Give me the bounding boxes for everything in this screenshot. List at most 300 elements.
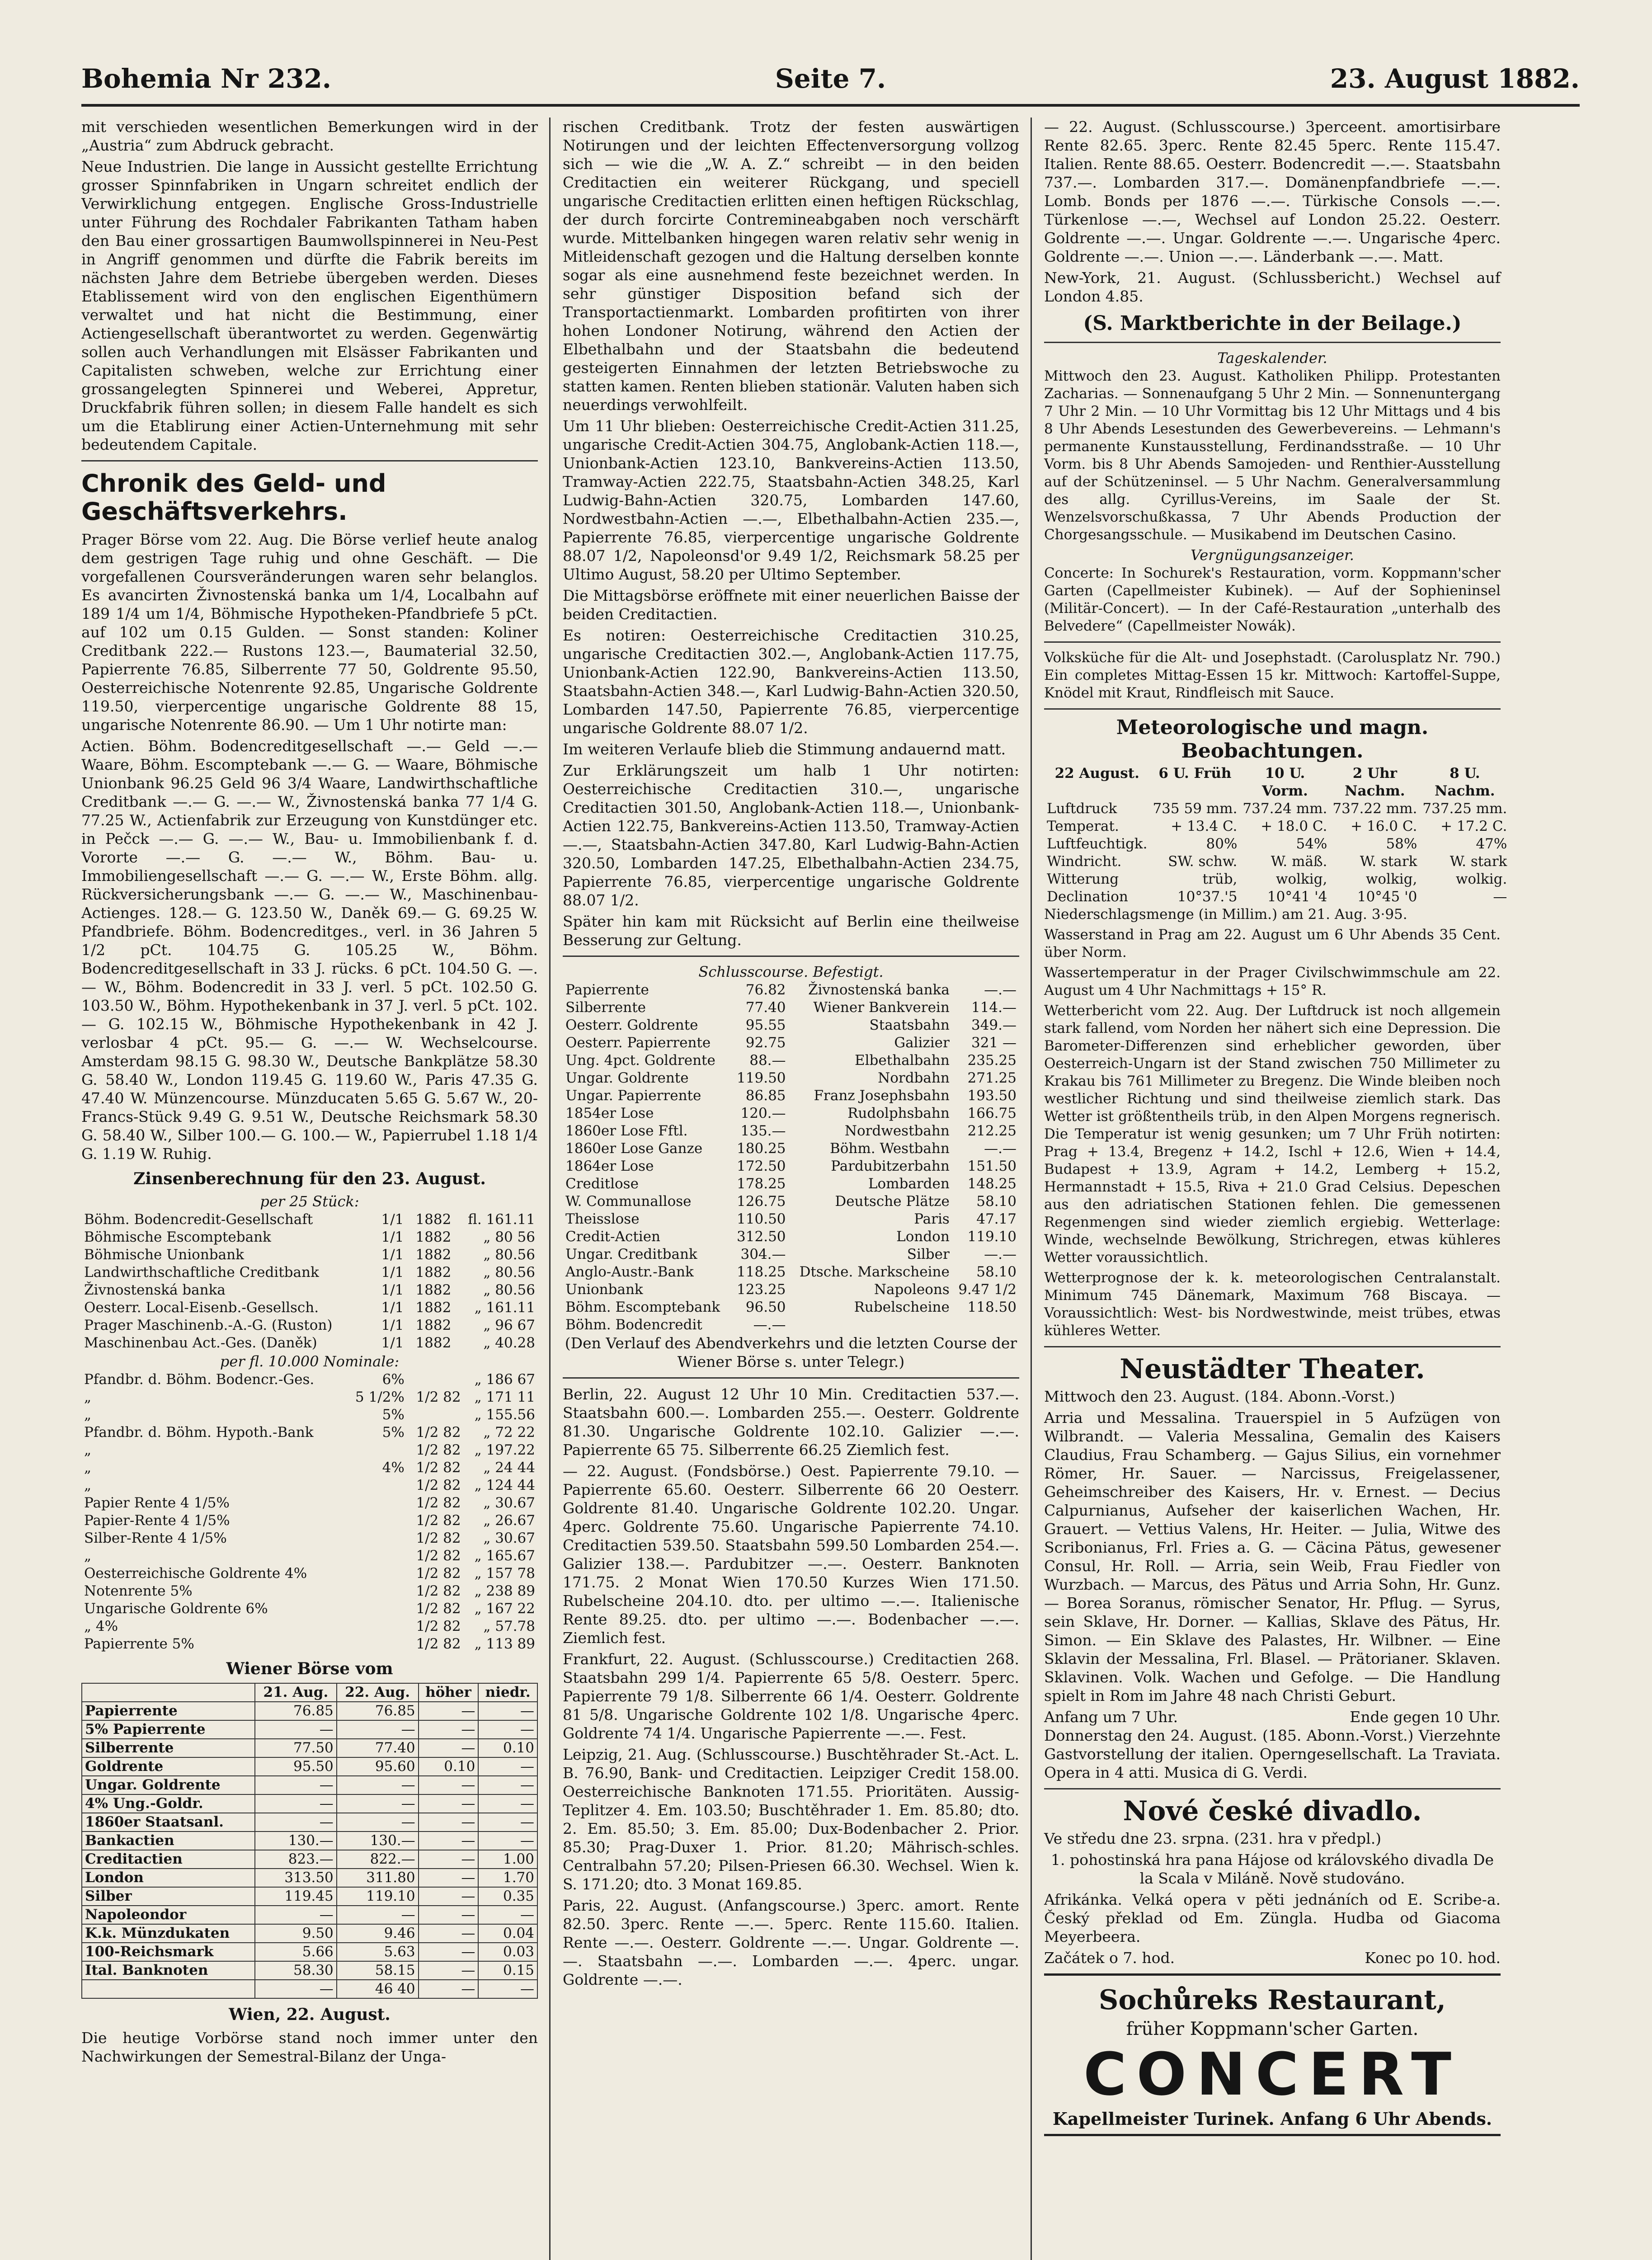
table-cell: 737.24 mm.: [1243, 800, 1327, 817]
table-cell: Pardubitzerbahn: [831, 1158, 950, 1174]
table-cell: 95.50: [255, 1757, 337, 1776]
table-cell: Creditactien: [82, 1850, 255, 1869]
vergnuegungen-title: Vergnügungsanzeiger.: [1191, 546, 1354, 564]
table-row: [82, 1943, 537, 1961]
tageskalender-text: Mittwoch den 23. August. Katholiken Philipp. Protestanten Zacharias. — Sonnenaufgang 5 Uhr 2 Min. — Sonnenuntergang 7 Uhr 2 Min. — 10 Uhr Vormittag bis 12 Uhr Mittags und 4 bis 8 Uhr Abends Lesestunden des Gewerbevereins. — Lehmann's permanente Kunstausstellung, Ferdinandsstraße. — 10 Uhr Vorm. bis 8 Uhr Abends Samojeden- und Renthier-Ausstellung auf der Schützeninsel. — 5 Uhr Nachm. Generalversammlung des allg. Cyrillus-Vereins, im Saale der St. Wenzelsvorschußkassa, 7 Uhr Abends Production der Chorgesangsschule. — Musikabend im Deutschen Casino.: [1044, 368, 1501, 543]
table-cell: „: [84, 1407, 92, 1423]
table-cell: Notenrente 5%: [84, 1583, 193, 1599]
market-paragraph: Um 11 Uhr blieben: Oesterreichische Credit-Actien 311.25, ungarische Credit-Actien 304.75, Anglobank-Actien 118.—, Unionbank-Actien 123.10, Bankvereins-Actien 113.50, Tramway-Actien 222.75, Staatsbahn-Actien 348.25, Karl Ludwig-Bahn-Actien 320.75, Lombarden 147.60, Nordwestbahn-Actien —.—, Elbethalbahn-Actien 235.—, Papierrente 76.85, vierpercentige ungarische Goldrente 88.07 1/2, Napoleonsd'or 9.49 1/2, Reichsmark 58.25 per Ultimo August, 58.20 per Ultimo September.: [563, 417, 1019, 583]
theatre-title: Neustädter Theater.: [1120, 1353, 1425, 1385]
nove-opera: Afrikánka. Velká opera v pěti jednáních od E. Scribe-a. Český překlad od Em. Züngla. Hudba od Giacoma Meyerbeera.: [1044, 1891, 1501, 1945]
table-cell: „ 4%: [84, 1618, 118, 1634]
table-row: [81, 1582, 538, 1600]
table-cell: —: [255, 1794, 337, 1813]
table-row: [563, 1069, 1019, 1087]
table-cell: Galizier: [894, 1035, 950, 1051]
table-cell: —: [419, 1739, 479, 1757]
table-cell: —: [419, 1776, 479, 1794]
table-cell: 321 —: [971, 1035, 1017, 1051]
header-rule: [81, 104, 1580, 107]
table-cell: —: [419, 1702, 479, 1720]
table-cell: —: [478, 1702, 537, 1720]
table-cell: —: [419, 1924, 479, 1943]
table-cell: trüb,: [1202, 871, 1238, 887]
table-cell: 118.25: [737, 1264, 786, 1280]
berlin-paragraph: — 22. August. (Fondsbörse.) Oest. Papierrente 79.10. — Papierrente 65.60. Oesterr. Silberrente 66 20 Oesterr. Goldrente 81.40. Ungarische Goldrente 102.20. Ungar. 4perc. Goldrente 75.60. Ungarische Papierrente 74.10. Creditactien 539.50. Staatsbahn 599.50 Lombarden 254.—. Galizier 138.—. Pardubitzer —.—. Oesterr. Banknoten 171.75. 2 Monat Wien 170.50 Kurzes Wien 171.50. Rubelscheine 204.10. dto. per ultimo —.—. Italienische Rente 89.25. dto. per ultimo —.—. Bodenbacher —.—. Ziemlich fest.: [563, 1462, 1019, 1647]
table-cell: —: [255, 1776, 337, 1794]
table-cell: Napoleons: [874, 1281, 950, 1298]
table-cell: Lombarden: [868, 1176, 950, 1192]
table-cell: —: [419, 1832, 479, 1850]
table-row: [563, 1087, 1019, 1105]
table-cell: —: [478, 1980, 537, 1998]
table-cell: Böhm. Bodencredit: [565, 1317, 702, 1333]
table-cell: [346, 1600, 407, 1618]
table-cell: 10°37.'5: [1177, 889, 1238, 905]
table-row: [563, 1052, 1019, 1069]
table-row: [81, 1441, 538, 1459]
section-rule: [1044, 1788, 1501, 1789]
table-cell: „ 197.22: [474, 1442, 535, 1458]
table-cell: —: [419, 1813, 479, 1832]
table-cell: —: [478, 1776, 537, 1794]
table-cell: 1/1: [381, 1264, 404, 1281]
table-cell: Temperat.: [1047, 818, 1119, 834]
table-cell: + 13.4 C.: [1171, 818, 1238, 834]
table-cell: 180.25: [737, 1140, 786, 1157]
table-cell: 76.85: [337, 1702, 419, 1720]
table-cell: + 17.2 C.: [1440, 818, 1507, 834]
table-cell: 80%: [1206, 836, 1238, 852]
table-row: [81, 1618, 538, 1635]
table-cell: 1/2 82: [416, 1495, 461, 1511]
table-row: [81, 1459, 538, 1477]
table-cell: —: [337, 1813, 419, 1832]
table-cell: 58%: [1386, 836, 1417, 852]
table-cell: „ 26.67: [483, 1512, 535, 1529]
table-cell: —: [255, 1720, 337, 1739]
table-cell: Deutsche Plätze: [835, 1193, 950, 1210]
nove-guest: 1. pohostinská hra pana Hájose od královského divadla De la Scala v Miláně. Nově studováno.: [1051, 1851, 1494, 1887]
table-cell: 77.40: [337, 1739, 419, 1757]
column-2: [563, 118, 1019, 2260]
table-cell: 1/1: [381, 1317, 404, 1333]
table-cell: „ 96 67: [483, 1317, 535, 1333]
table-cell: 1/2 82: [416, 1636, 461, 1652]
column-header: 22. Aug.: [337, 1683, 419, 1702]
table-cell: —.—: [753, 1317, 786, 1333]
table-cell: Oesterr. Papierrente: [565, 1035, 711, 1051]
table-cell: Papier-Rente 4 1/5%: [84, 1512, 230, 1529]
column-3: [1044, 118, 1507, 2260]
table-cell: 1/1: [381, 1229, 404, 1245]
table-cell: 76.82: [745, 982, 786, 998]
table-cell: „ 80.56: [483, 1282, 535, 1298]
table-cell: Pfandbr. d. Böhm. Bodencr.-Ges.: [84, 1371, 315, 1388]
table-cell: „ 165.67: [474, 1548, 535, 1564]
theatre-date: Mittwoch den 23. August. (184. Abonn.-Vorst.): [1044, 1388, 1395, 1405]
table-cell: 1.70: [478, 1869, 537, 1887]
table-cell: 5%: [382, 1424, 405, 1441]
table-cell: „ 72 22: [483, 1424, 535, 1441]
table-cell: Nordbahn: [878, 1070, 950, 1086]
table-cell: K.k. Münzdukaten: [82, 1924, 255, 1943]
table-row: [563, 1175, 1019, 1193]
theatre-start: Anfang um 7 Uhr.: [1044, 1708, 1178, 1726]
table-cell: Maschinenbau Act.-Ges. (Daněk): [84, 1335, 317, 1351]
table-row: [563, 1122, 1019, 1140]
table-cell: Böhm. Bodencredit-Gesellschaft: [84, 1211, 313, 1228]
table-cell: 10°41 '4: [1267, 889, 1327, 905]
table-cell: 0.10: [478, 1739, 537, 1757]
table-cell: Papierrente: [82, 1702, 255, 1720]
table-cell: 1882: [415, 1229, 452, 1245]
table-cell: 119.10: [967, 1229, 1017, 1245]
table-cell: 1/1: [381, 1335, 404, 1351]
berlin-paragraph: Berlin, 22. August 12 Uhr 10 Min. Creditactien 537.—. Staatsbahn 600.—. Lombarden 255.—. Oesterr. Goldrente 81.30. Ungarische Goldrente 102.10. Galizier —.—. Papierrente 65 75. Silberrente 66.25 Ziemlich fest.: [563, 1385, 1019, 1459]
table-cell: [346, 1494, 407, 1512]
table-row: [81, 1424, 538, 1441]
table-cell: 1/2 82: [416, 1512, 461, 1529]
table-cell: Dtsche. Markscheine: [799, 1264, 950, 1280]
market-paragraph: Im weiteren Verlaufe blieb die Stimmung andauernd matt.: [563, 740, 1006, 758]
table-cell: —: [478, 1757, 537, 1776]
restaurant-ad: [1044, 1973, 1501, 2136]
wien-title: Wien, 22. August.: [229, 2005, 391, 2024]
wien-paragraph: Die heutige Vorbörse stand noch immer unter den Nachwirkungen der Semestral-Bilanz der Unga-: [81, 2029, 538, 2065]
table-cell: 119.50: [737, 1070, 786, 1086]
table-row: [81, 1635, 538, 1653]
table-cell: [82, 1980, 255, 1998]
leipzig-paragraph: Leipzig, 21. Aug. (Schlusscourse.) Buschtěhrader St.-Act. L. B. 76.90, Bank- und Creditactien. Leipziger Credit 158.00. Oesterreichische Banknoten 171.55. Prioritäten. Aussig-Teplitzer 4. Em. 103.50; Buschtěhrader 1. Em. 85.80; dto. 2. Em. 85.50; 3. Em. 85.00; Dux-Bodenbacher 2. Prior. 85.30; Prag-Duxer 1. Prior. 81.20; Mährisch-schles. Centralbahn 57.20; Pilsen-Priesen 66.30. Wechsel. Wien k. S. 171.20; dto. 3 Monat 169.85.: [563, 1746, 1019, 1893]
table-cell: —: [419, 1961, 479, 1980]
table-row: [563, 1246, 1019, 1263]
table-cell: wolkig,: [1275, 871, 1327, 887]
table-cell: 1854er Lose: [565, 1105, 654, 1121]
table-cell: 130.—: [255, 1832, 337, 1850]
table-cell: 118.50: [967, 1299, 1017, 1315]
table-cell: fl. 161.11: [468, 1211, 535, 1228]
table-cell: 0.10: [419, 1757, 479, 1776]
table-cell: 100-Reichsmark: [82, 1943, 255, 1961]
table-cell: 166.75: [967, 1105, 1017, 1121]
column-header: 21. Aug.: [255, 1683, 337, 1702]
table-row: [82, 1906, 537, 1924]
table-cell: „: [84, 1389, 92, 1405]
table-cell: 193.50: [967, 1088, 1017, 1104]
table-cell: 0.35: [478, 1887, 537, 1906]
table-cell: 1/1: [381, 1211, 404, 1228]
table-row: [81, 1389, 538, 1406]
table-cell: —: [478, 1720, 537, 1739]
table-row: [81, 1317, 538, 1334]
table-cell: Wiener Bankverein: [813, 999, 950, 1016]
table-cell: 86.85: [745, 1088, 786, 1104]
table-cell: [407, 1371, 464, 1389]
table-cell: 1882: [415, 1247, 452, 1263]
table-row: [1044, 853, 1510, 871]
table-row: [563, 1210, 1019, 1228]
table-row: [82, 1850, 537, 1869]
table-cell: —: [255, 1906, 337, 1924]
table-cell: Ungar. Creditbank: [565, 1246, 697, 1262]
table-row: [82, 1924, 537, 1943]
nove-times: [1044, 1949, 1501, 1967]
table-row: [82, 1739, 537, 1757]
table-cell: 77.50: [255, 1739, 337, 1757]
table-cell: 95.55: [745, 1017, 786, 1033]
table-row: [82, 1869, 537, 1887]
theatre-times: [1044, 1708, 1501, 1726]
table-cell: [346, 1477, 407, 1494]
table-cell: —: [337, 1776, 419, 1794]
table-cell: [952, 1316, 1019, 1334]
table-cell: —: [255, 1813, 337, 1832]
chronik-title: Chronik des Geld- und Geschäftsverkehrs.: [81, 469, 386, 526]
table-cell: 110.50: [737, 1211, 786, 1227]
table-cell: —: [478, 1906, 537, 1924]
table-cell: —.—: [984, 982, 1017, 998]
section-rule: [563, 956, 1019, 957]
table-cell: W. stark: [1450, 853, 1507, 870]
weather-forecast: Wetterprognose der k. k. meteorologischen Centralanstalt. Minimum 745 Dänemark, Maximum 768 Biscaya. — Voraussichtlich: West- bis Nordwestwinde, meist trübes, etwas kühleres Wetter.: [1044, 1270, 1501, 1339]
table-row: [563, 1316, 1019, 1334]
table-row: [81, 1334, 538, 1352]
column-header: 10 U. Vorm.: [1262, 765, 1308, 799]
table-cell: 735 59 mm.: [1153, 800, 1238, 817]
table-cell: 1/2 82: [416, 1460, 461, 1476]
table-row: [1044, 871, 1510, 888]
industries-paragraph: Neue Industrien. Die lange in Aussicht gestellte Errichtung grosser Spinnfabriken in Ungarn schreitet endlich der Verwirklichung entgegen. Englische Gross-Industrielle unter Führung des Rochdaler Fabrikanten Tatham haben den Bau einer grossartigen Baumwollspinnerei in Neu-Pest in Angriff genommen und dürfte die Fabrik bereits im nächsten Jahre dem Betriebe übergeben werden. Dieses Etablissement wird von den englischen Eigenthümern verwaltet und hat nicht die Bestimmung, einer Actiengesellschaft überantwortet zu werden. Gegenwärtig sollen auch Verhandlungen mit Elsässer Fabrikanten und Capitalisten schweben, welche zur Errichtung einer grossangelegten Spinnerei und Weberei, Appretur, Druckfabrik führen sollen; in diesem Falle handelt es sich um die Etablirung einer Actien-Unternehmung mit sehr bedeutendem Capitale.: [81, 158, 538, 453]
table-cell: + 18.0 C.: [1261, 818, 1327, 834]
table-cell: 1.00: [478, 1850, 537, 1869]
section-rule: [1044, 1346, 1501, 1347]
table-cell: Unionbank: [565, 1281, 643, 1298]
table-cell: 1882: [415, 1282, 452, 1298]
zinsen-subtitle: per 25 Stück:: [260, 1193, 359, 1210]
table-cell: Papier Rente 4 1/5%: [84, 1495, 230, 1511]
table-cell: Ungarische Goldrente 6%: [84, 1601, 268, 1617]
table-row: [1044, 888, 1510, 906]
table-row: [81, 1477, 538, 1494]
table-row: [82, 1702, 537, 1720]
column-1: [81, 118, 538, 2260]
table-cell: —.—: [984, 1246, 1017, 1262]
table-cell: W. Communallose: [565, 1193, 692, 1210]
table-cell: 737.22 mm.: [1332, 800, 1417, 817]
table-cell: Silberrente: [565, 999, 646, 1016]
table-cell: 349.—: [971, 1017, 1017, 1033]
table-cell: „ 186 67: [474, 1371, 535, 1388]
table-cell: [346, 1618, 407, 1635]
table-row: [1044, 835, 1510, 853]
market-paragraph: rischen Creditbank. Trotz der festen auswärtigen Notirungen und der leichten Effectenversorgung vollzog sich — wie die „W. A. Z.“ schreibt — in den beiden Creditactien ein weiterer Rückgang, und speciell ungarische Creditactien erlitten einen heftigen Rückschlag, der durch forcirte Contremineabgaben noch verschärft wurde. Mittelbanken hingegen waren relativ sehr wenig in Mitleidenschaft gezogen und die Haltung derselben konnte sogar als eine ausnehmend feste bezeichnet werden. In sehr günstiger Disposition befand sich der Transportactienmarkt. Lombarden profitirten von ihrer hohen Londoner Notirung, während den Actien der Elbethalbahn und der Staatsbahn die bedeutend gesteigerten Einnahmen der letzten Betriebswoche zu statten kamen. Renten blieben stationär. Valuten haben sich neuerdings verwohlfeilt.: [563, 118, 1019, 414]
table-cell: [407, 1406, 464, 1424]
table-row: [82, 1887, 537, 1906]
table-cell: Silber: [82, 1887, 255, 1906]
table-cell: Papierrente: [565, 982, 649, 998]
table-cell: 178.25: [737, 1176, 786, 1192]
table-cell: 9.47 1/2: [958, 1281, 1017, 1298]
table-cell: „ 113 89: [474, 1636, 535, 1652]
table-row: [81, 1229, 538, 1246]
table-cell: —: [419, 1906, 479, 1924]
table-cell: 151.50: [967, 1158, 1017, 1174]
table-cell: 58.10: [976, 1193, 1017, 1210]
nove-start: Začátek o 7. hod.: [1044, 1949, 1175, 1967]
table-cell: SW. schw.: [1168, 853, 1238, 870]
table-cell: London: [896, 1229, 950, 1245]
table-row: [81, 1512, 538, 1530]
table-cell: Böhm. Westbahn: [829, 1140, 950, 1157]
page-header: [81, 54, 1580, 104]
table-cell: + 16.0 C.: [1351, 818, 1417, 834]
schlusscourse-note: (Den Verlauf des Abendverkehrs und die letzten Course der Wiener Börse s. unter Telegr.): [565, 1334, 1017, 1370]
table-cell: —: [255, 1980, 337, 1998]
table-cell: —: [478, 1813, 537, 1832]
table-cell: 1882: [415, 1211, 452, 1228]
column-divider: [549, 118, 551, 2260]
table-cell: Bankactien: [82, 1832, 255, 1850]
table-cell: Böhmische Escomptebank: [84, 1229, 271, 1245]
table-row: [82, 1794, 537, 1813]
table-cell: Windricht.: [1047, 853, 1122, 870]
table-cell: [346, 1547, 407, 1565]
wiener-boerse-title: Wiener Börse vom: [226, 1659, 393, 1678]
table-cell: [346, 1530, 407, 1547]
table-row: [563, 1263, 1019, 1281]
concert-banner: CONCERT: [1083, 2040, 1461, 2109]
zinsen-title: Zinsenberechnung für den 23. August.: [133, 1169, 486, 1188]
market-paragraph: Die Mittagsbörse eröffnete mit einer neuerlichen Baisse der beiden Creditactien.: [563, 587, 1019, 623]
table-cell: Paris: [914, 1211, 950, 1227]
table-cell: 5.66: [255, 1943, 337, 1961]
table-cell: Silber-Rente 4 1/5%: [84, 1530, 227, 1546]
table-cell: Declination: [1047, 889, 1128, 905]
table-row: [82, 1980, 537, 1998]
newspaper-issue: Bohemia Nr 232.: [81, 63, 331, 94]
table-cell: 1/2 82: [416, 1424, 461, 1441]
table-row: [563, 1105, 1019, 1122]
table-cell: 10°45 '0: [1357, 889, 1417, 905]
table-row: [81, 1406, 538, 1424]
table-cell: 1882: [415, 1335, 452, 1351]
table-cell: 1/1: [381, 1300, 404, 1316]
table-row: [563, 999, 1019, 1017]
chronik-paragraph: Actien. Böhm. Bodencreditgesellschaft —.— Geld —.— Waare, Böhm. Escomptebank —.— G. — Waare, Böhmische Unionbank 96.25 Geld 96 3/4 Waare, Landwirthschaftliche Creditbank —.— G. —.— W., Živnostenská banka 77 1/4 G. 77.25 W., Actienfabrik zur Erzeugung von Kunstdünger etc. in Pečck —.— G. —.— W., Bau- u. Immobilienbank f. d. Vororte —.— G. —.— W., Böhm. Bau- u. Immobiliengesellschaft —.— G. —.— W., Erste Böhm. allg. Rückversicherungsbank —.— G. —.— W., Maschinenbau-Actienges. 128.— G. 123.50 W., Daněk 69.— G. 69.25 W. Pfandbriefe. Böhm. Bodencreditges., verl. in 36 Jahren 5 1/2 pCt. 104.75 G. 105.25 W., Böhm. Bodencreditgesellschaft in 33 J. rücks. 6 pCt. 104.50 G. —.— W., Böhm. Bodencredit in 33 J. verl. 5 pCt. 102.50 G. 103.50 W., Böhm. Hypothekenbank in 37 J. verl. 5 pCt. 102.— G. 102.15 W., Böhmische Hypothekenbank in 42 J. verlosbar 4 pCt. 95.— G. —.— W. Wechselcourse. Amsterdam 98.15 G. 98.30 W., Deutsche Bankplätze 58.30 G. 58.40 W., London 119.45 G. 119.60 W., Paris 47.35 G. 47.40 W. Münzencourse. Münzducaten 5.65 G. 5.67 W., 20-Francs-Stück 9.49 G. 9.51 W., Deutsche Reichsmark 58.30 G. 58.40 W., Silber 100.— G. 100.— W., Papierrubel 1.18 1/4 G. 1.19 W. Ruhig.: [81, 737, 538, 1163]
table-cell: 5 1/2%: [355, 1389, 405, 1405]
frankfurt-paragraph: Frankfurt, 22. August. (Schlusscourse.) Creditactien 268. Staatsbahn 299 1/4. Papierrente 65 5/8. Oesterr. 5perc. Papierrente 79 1/8. Silberrente 66 1/4. Oesterr. Goldrente 81 5/8. Ungarische Goldrente 102 1/8. Ungarische 4perc. Goldrente 74 1/4. Ungarische Papierrente —.—. Fest.: [563, 1650, 1019, 1742]
table-row: [81, 1547, 538, 1565]
table-cell: 1864er Lose: [565, 1158, 654, 1174]
table-cell: [346, 1635, 407, 1653]
table-cell: 130.—: [337, 1832, 419, 1850]
section-rule: [1044, 342, 1501, 343]
table-cell: 95.60: [337, 1757, 419, 1776]
column-header: [82, 1683, 255, 1702]
table-cell: —: [337, 1794, 419, 1813]
table-cell: „ 30.67: [483, 1530, 535, 1546]
table-cell: „: [84, 1442, 92, 1458]
table-cell: 54%: [1296, 836, 1327, 852]
table-cell: [346, 1565, 407, 1582]
table-cell: 76.85: [255, 1702, 337, 1720]
table-cell: 0.03: [478, 1943, 537, 1961]
market-paragraph: Später hin kam mit Rücksicht auf Berlin eine theilweise Besserung zur Geltung.: [563, 913, 1019, 949]
table-cell: Prager Maschinenb.-A.-G. (Ruston): [84, 1317, 333, 1333]
table-cell: 1/2 82: [416, 1601, 461, 1617]
meteorology-note: Niederschlagsmenge (in Millim.) am 21. Aug. 3·95.: [1044, 906, 1407, 923]
table-cell: 6%: [382, 1371, 405, 1388]
table-cell: Živnostenská banka: [808, 982, 950, 998]
meteorology-title: Meteorologische und magn. Beobachtungen.: [1116, 716, 1429, 763]
table-cell: wolkig,: [1365, 871, 1417, 887]
weather-report: Wetterbericht vom 22. Aug. Der Luftdruck ist noch allgemein stark fallend, vom Norden her nähert sich eine Depression. Die Barometer-Differenzen sind erheblicher geworden, über Oesterreich-Ungarn ist der Stand zwischen 750 Millimeter zu Krakau bis 761 Millimeter zu Bregenz. Die Winde bleiben noch westlicher Richtung und sind theilweise ziemlich stark. Das Wetter ist größtentheils trüb, in den Alpen Morgens regnerisch. Die Temperatur ist wenig gesunken; um 7 Uhr Früh notirten: Prag + 13.4, Bregenz + 14.2, Ischl + 12.6, Wien + 14.4, Budapest + 13.9, Agram + 14.2, Lemberg + 15.2, Hermannstadt + 15.5, Riva + 21.0 Grad Celsius. Depeschen aus den adriatischen Stationen fehlen. Die gemessenen Regenmengen sind wieder ziemlich ergiebig. Wetterlage: Winde, wechselnde Bewölkung, Strichregen, etwas kühleres Wetter voraussichtlich.: [1044, 1003, 1501, 1266]
table-row: [81, 1281, 538, 1299]
table-cell: Pfandbr. d. Böhm. Hypoth.-Bank: [84, 1424, 314, 1441]
meteorology-table: [1044, 765, 1510, 906]
table-cell: „ 80.56: [483, 1247, 535, 1263]
table-cell: Napoleondor: [82, 1906, 255, 1924]
table-cell: 88.—: [749, 1052, 786, 1069]
table-cell: 313.50: [255, 1869, 337, 1887]
table-cell: „ 80.56: [483, 1264, 535, 1281]
table-cell: 0.04: [478, 1924, 537, 1943]
table-cell: Oesterr. Local-Eisenb.-Gesellsch.: [84, 1300, 319, 1316]
table-cell: Papierrente 5%: [84, 1636, 194, 1652]
page-number: Seite 7.: [775, 63, 886, 94]
chronik-paragraph: Prager Börse vom 22. Aug. Die Börse verlief heute analog dem gestrigen Tage ruhig und ohne Geschäft. — Die vorgefallenen Coursveränderungen waren sehr belanglos. Es avancirten Živnostenská banka um 1/4, Localbahn auf 189 1/4 um 1/4, Böhmische Hypotheken-Pfandbriefe 5 pCt. auf 102 um 0.15 Gulden. — Sonst standen: Koliner Creditbank 222.— Rustons 123.—, Baumaterial 32.50, Papierrente 76.85, Silberrente 77 50, Goldrente 95.50, Oesterreichische Notenrente 92.85, Ungarische Goldrente 119.50, vierpercentige ungarische Goldrente 88 15, ungarische Notenrente 86.90. — Um 1 Uhr notirte man:: [81, 531, 538, 734]
table-cell: —: [1493, 889, 1507, 905]
table-cell: —: [419, 1887, 479, 1906]
table-cell: Ung. 4pct. Goldrente: [565, 1052, 715, 1069]
table-cell: 47.17: [976, 1211, 1017, 1227]
table-cell: „ 24 44: [483, 1460, 535, 1476]
table-cell: Franz Josephsbahn: [814, 1088, 950, 1104]
table-cell: 5% Papierrente: [82, 1720, 255, 1739]
table-cell: „ 80 56: [483, 1229, 535, 1245]
intro-paragraph: mit verschieden wesentlichen Bemerkungen wird in der „Austria“ zum Abdruck gebracht.: [81, 118, 538, 154]
table-cell: Rubelscheine: [854, 1299, 950, 1315]
table-row: [563, 1193, 1019, 1210]
table-cell: 123.25: [737, 1281, 786, 1298]
table-cell: —: [337, 1906, 419, 1924]
table-cell: Anglo-Austr.-Bank: [565, 1264, 694, 1280]
table-cell: 311.80: [337, 1869, 419, 1887]
table-cell: 1/2 82: [416, 1618, 461, 1634]
schlusscourse-table: [563, 981, 1019, 1334]
table-cell: 4% Ung.-Goldr.: [82, 1794, 255, 1813]
table-cell: 0.15: [478, 1961, 537, 1980]
table-cell: 1/2 82: [416, 1477, 461, 1493]
paris-paragraph: Paris, 22. August. (Anfangscourse.) 3perc. amort. Rente 82.50. 3perc. Rente —.—. 5perc. Rente 115.60. Italien. Rente —.—. Oesterr. Goldrente —.—. Ungar. Goldrente —.—. Staatsbahn —.—. Lombarden —.—. 4perc. ungar. Goldrente —.—.: [563, 1897, 1019, 1988]
table-cell: 1/2 82: [416, 1530, 461, 1546]
table-cell: 1/2 82: [416, 1389, 461, 1405]
table-cell: W. stark: [1360, 853, 1417, 870]
table-cell: 96.50: [745, 1299, 786, 1315]
table-cell: 9.50: [255, 1924, 337, 1943]
table-cell: Oesterr. Goldrente: [565, 1017, 698, 1033]
table-cell: 822.—: [337, 1850, 419, 1869]
table-cell: 823.—: [255, 1850, 337, 1869]
table-cell: wolkig.: [1455, 871, 1507, 887]
table-cell: 5%: [382, 1407, 405, 1423]
section-rule: [81, 460, 538, 461]
table-cell: Oesterreichische Goldrente 4%: [84, 1565, 307, 1582]
table-cell: —: [419, 1980, 479, 1998]
column-header: 22 August.: [1054, 765, 1139, 782]
table-row: [81, 1371, 538, 1389]
